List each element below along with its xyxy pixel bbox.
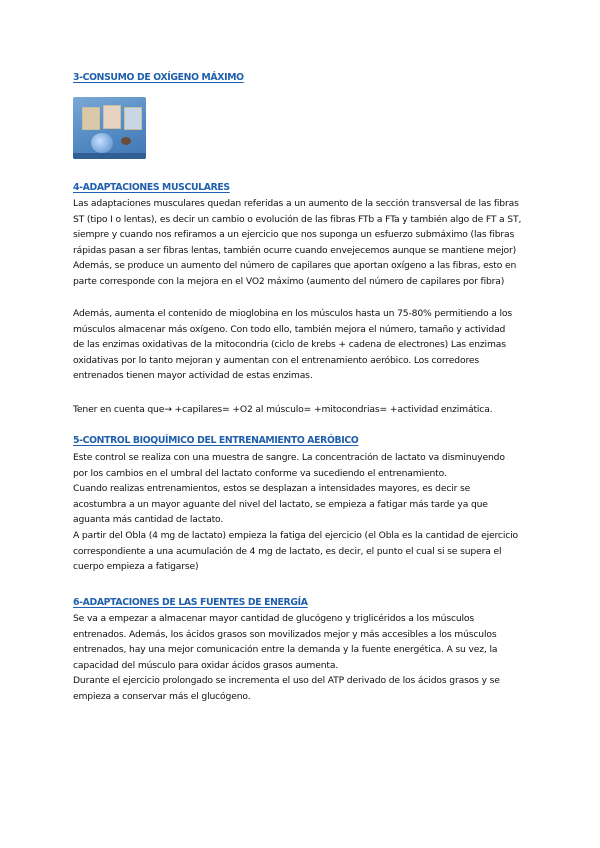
text-line: entrenados, hay una mejor comunicación entre la demanda y la fuente energética. A su vez, la: [73, 644, 498, 656]
text-line: de las enzimas oxidativas de la mitocondria (ciclo de krebs + cadena de electrones) Las enzimas: [73, 339, 506, 351]
text-line: siempre y cuando nos refiramos a un ejercicio que nos suponga un esfuerzo submáximo (las fibras: [73, 229, 515, 241]
slide-dot: [121, 137, 131, 145]
slide-card: [103, 105, 121, 129]
text-line: Tener en cuenta que→ +capilares= +O2 al músculo= +mitocondrias= +actividad enzimática.: [73, 404, 493, 415]
section-5-heading: 5-CONTROL BIOQUÍMICO DEL ENTRENAMIENTO AERÓBICO: [73, 435, 359, 446]
text-line: Durante el ejercicio prolongado se incrementa el uso del ATP derivado de los ácidos grasos y se: [73, 675, 500, 687]
section-4-summary: [73, 402, 523, 418]
section-4-paragraph-1: [73, 196, 523, 290]
text-line: correspondiente a una acumulación de 4 mg de lactato, es decir, el punto el cual si se supera el: [73, 545, 502, 557]
section-6-heading: 6-ADAPTACIONES DE LAS FUENTES DE ENERGÍA: [73, 597, 308, 608]
section-4-paragraph-2: [73, 306, 523, 384]
text-line: aguanta más cantidad de lactato.: [73, 514, 224, 526]
text-line: acostumbra a un mayor aguante del nivel del lactato, se empieza a fatigar más tarde ya que: [73, 498, 488, 510]
text-line: capacidad del músculo para oxidar ácidos grasos aumenta.: [73, 659, 339, 671]
text-line: Este control se realiza con una muestra de sangre. La concentración de lactato va disminuyendo: [73, 452, 505, 463]
text-line: oxidativas por lo tanto mejoran y aumentan con el entrenamiento aeróbico. Los corredores: [73, 354, 480, 366]
text-line: Se va a empezar a almacenar mayor cantidad de glucógeno y triglicéridos a los músculos: [73, 613, 475, 624]
text-line: Cuando realizas entrenamientos, estos se desplazan a intensidades mayores, es decir se: [73, 483, 471, 495]
text-line: A partir del Obla (4 mg de lactato) empieza la fatiga del ejercicio (el Obla es la cantidad de ejercicio: [73, 529, 519, 541]
text-line: Además, aumenta el contenido de mioglobina en los músculos hasta un 75-80% permitiendo a los: [73, 308, 512, 319]
text-line: por los cambios en el umbral del lactato conforme va sucediendo el entrenamiento.: [73, 467, 447, 479]
slide-card: [82, 107, 100, 130]
section-3-heading: 3-CONSUMO DE OXÍGENO MÁXIMO: [73, 72, 244, 83]
text-line: Además, se produce un aumento del número de capilares que aportan oxígeno a las fibras, esto en: [73, 260, 517, 272]
text-line: rápidas pasan a ser fibras lentas, también ocurre cuando envejecemos aunque se mantiene mejor): [73, 244, 517, 256]
text-line: músculos almacenar más oxígeno. Con todo ello, también mejora el número, tamaño y actividad: [73, 323, 506, 335]
section-6-paragraph: [73, 611, 523, 705]
text-line: parte corresponde con la mejora en el VO2 máximo (aumento del número de capilares por fibra): [73, 275, 505, 287]
slide-strip: [73, 153, 146, 159]
section-4-heading: 4-ADAPTACIONES MUSCULARES: [73, 182, 230, 193]
text-line: Las adaptaciones musculares quedan referidas a un aumento de la sección transversal de las fibras: [73, 198, 519, 209]
slide-card: [124, 107, 142, 130]
slide-blob: [91, 133, 113, 153]
text-line: empieza a conservar más el glucógeno.: [73, 690, 251, 702]
text-line: entrenados. Además, los ácidos grasos son movilizados mejor y más accesibles a los músculos: [73, 628, 497, 640]
vo2-max-slide-image: [73, 97, 146, 159]
text-line: cuerpo empieza a fatigarse): [73, 561, 199, 573]
section-5-paragraph: [73, 450, 523, 575]
text-line: ST (tipo I o lentas), es decir un cambio o evolución de las fibras FTb a FTa y también algo de FT a ST,: [73, 213, 522, 225]
text-line: entrenados tienen mayor actividad de estas enzimas.: [73, 370, 313, 382]
